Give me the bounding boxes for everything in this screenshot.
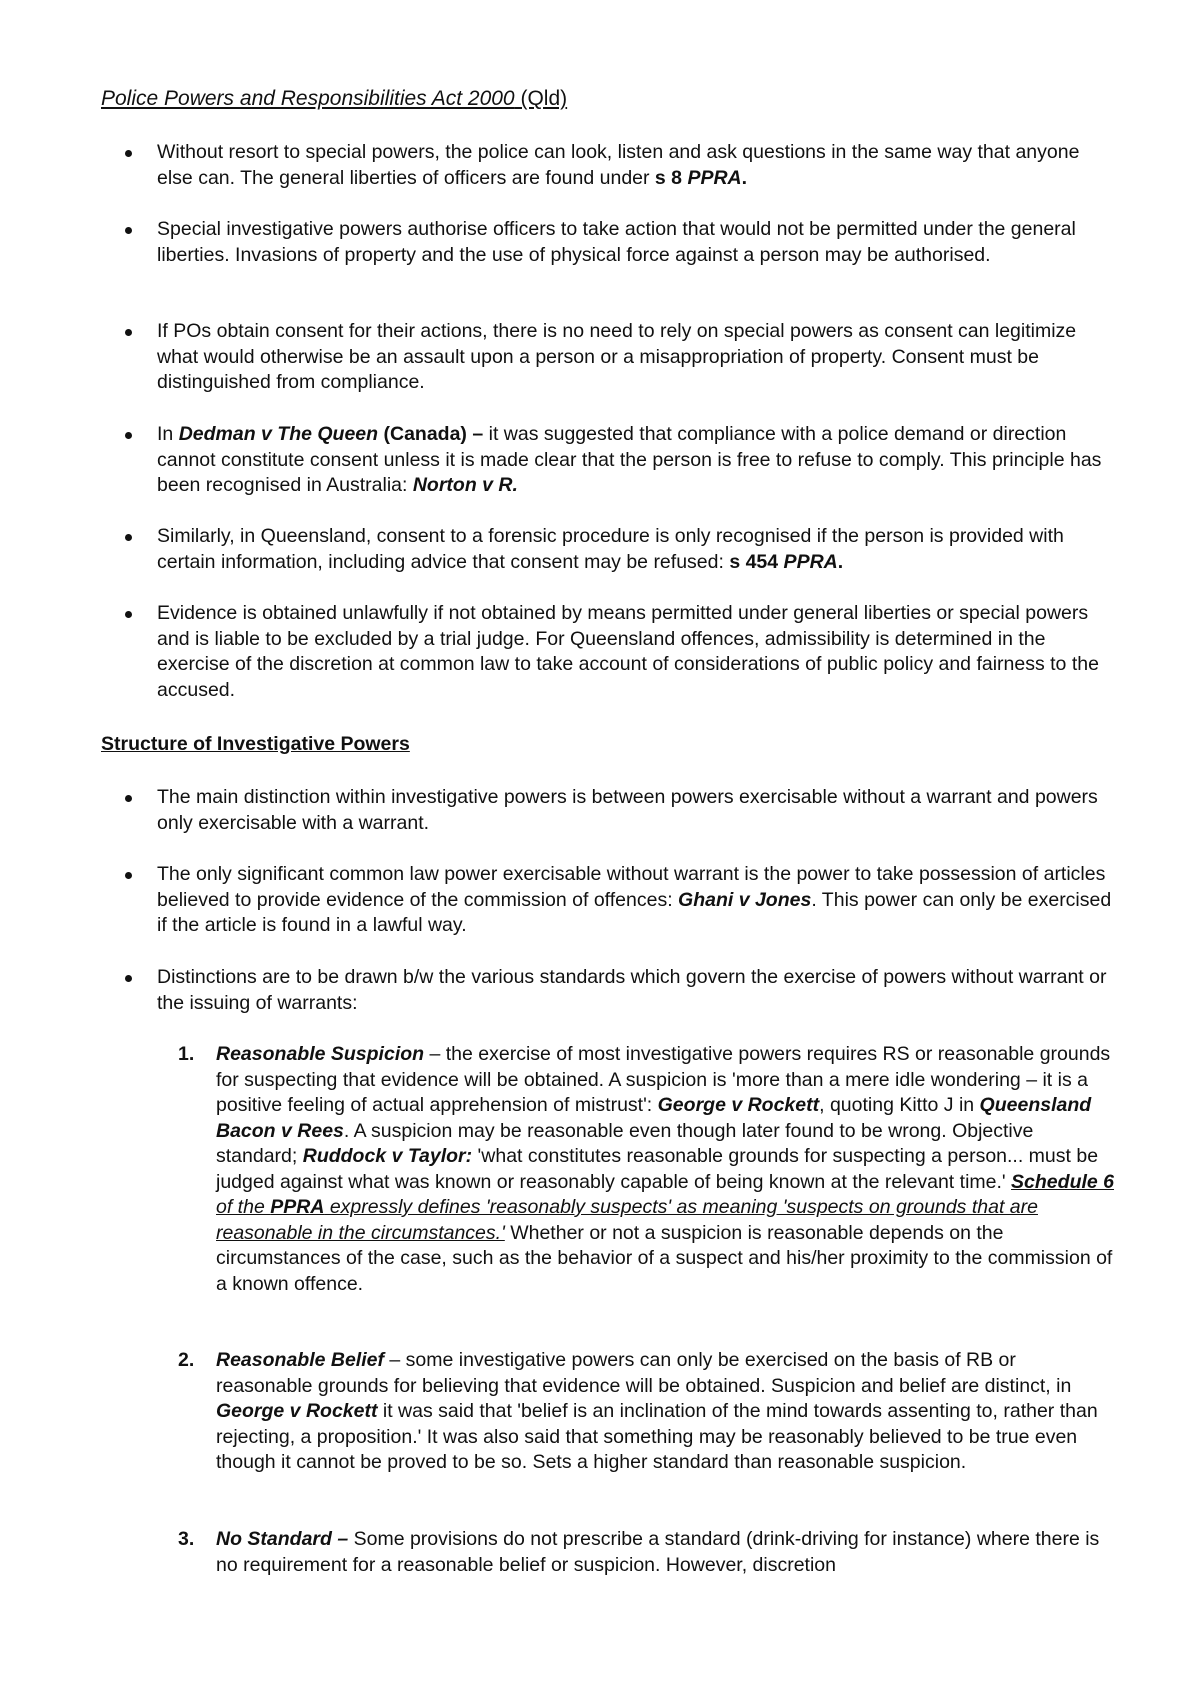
item-text: Some provisions do not prescribe a standard (drink-driving for instance) where there is no requirement for a reasonable belief or suspicion. However, discretion	[216, 1528, 1100, 1576]
standard-term: Reasonable Belief	[216, 1349, 384, 1371]
item-text: Whether or not a suspicion is reasonable depends on the circumstances of the case, such as the behavior of a suspect and his/her proximity to the commission of a known offence.	[216, 1221, 1113, 1295]
bullet-text: Without resort to special powers, the police can look, listen and ask questions in the same way that anyone else can. The general liberties of officers are found under	[157, 141, 1080, 189]
case-jurisdiction: (Canada) –	[378, 423, 489, 445]
bullet-text: Similarly, in Queensland, consent to a forensic procedure is only recognised if the person is provided with certain information, including advice that consent may be refused:	[157, 525, 1064, 573]
bullet-text-end: .	[837, 550, 844, 573]
bullet-text: Distinctions are to be drawn b/w the various standards which govern the exercise of powers without warrant or the issuing of warrants:	[157, 966, 1107, 1014]
bullet-item-standards	[157, 965, 1117, 1016]
bullet-marker	[125, 329, 132, 336]
bullet-item-forensic-consent	[157, 524, 1117, 575]
act-ref: PPRA	[270, 1196, 325, 1218]
standard-term: No Standard –	[216, 1528, 349, 1550]
case-name: Norton v R	[412, 474, 513, 496]
bullet-text: Evidence is obtained unlawfully if not obtained by means permitted under general liberties or special powers and is liable to be excluded by a trial judge. For Queensland offences, admissibility is determined in the exercise of the discretion at common law to take account of considerations of public policy and fairness to the accused.	[157, 602, 1099, 701]
numbered-item-reasonable-belief	[178, 1348, 1116, 1476]
bullet-marker	[125, 150, 132, 157]
bullet-text-end: .	[512, 474, 518, 496]
bullet-marker	[125, 795, 132, 802]
bullet-text: Special investigative powers authorise officers to take action that would not be permitted under the general liberties. Invasions of property and the use of physical force against a person may be authorised.	[157, 218, 1076, 266]
bullet-text: it was suggested that compliance with a police demand or direction cannot constitute consent unless it is made clear that the person is free to refuse to comply. This principle has been recognised in Australia:	[157, 423, 1102, 496]
case-name: Ruddock v Taylor:	[302, 1145, 473, 1167]
bullet-marker	[125, 227, 132, 234]
section-heading: Structure of Investigative Powers	[101, 733, 410, 755]
item-text: , quoting Kitto J in	[819, 1094, 980, 1116]
list-number: 1.	[178, 1043, 195, 1065]
schedule-definition: expressly defines 'reasonably suspects' as meaning 'suspects on grounds that are reasonable in the circumstances.'	[216, 1196, 1038, 1244]
bullet-item-consent	[157, 319, 1117, 396]
title-jurisdiction: (Qld)	[514, 87, 568, 110]
bullet-item-dedman	[157, 422, 1117, 499]
bullet-marker	[125, 975, 132, 982]
bullet-text: In	[157, 423, 179, 445]
case-name: Ghani v Jones	[678, 888, 812, 911]
bullet-item-unlawful-evidence	[157, 601, 1117, 703]
item-text: . A suspicion may be reasonable even though later found to be wrong. Objective standard;	[216, 1119, 1034, 1167]
standard-term: Reasonable Suspicion	[216, 1043, 425, 1065]
act-ref: PPRA	[682, 166, 742, 189]
bullet-marker	[125, 432, 132, 439]
document-title	[101, 86, 567, 112]
bullet-item-warrant-distinction	[157, 785, 1117, 836]
schedule-ref-text: of the	[216, 1196, 271, 1218]
item-text: – some investigative powers can only be exercised on the basis of RB or reasonable grounds for believing that evidence will be obtained. Suspicion and belief are distinct, in	[216, 1349, 1072, 1397]
bullet-text-end: .	[741, 166, 748, 189]
bullet-marker	[125, 611, 132, 618]
section-ref: s 454	[729, 550, 779, 573]
schedule-ref: Schedule 6	[1011, 1170, 1115, 1193]
item-text: 'what constitutes reasonable grounds for suspecting a person... must be judged against what was known or reasonably capable of being known at the relevant time.'	[216, 1145, 1099, 1193]
numbered-item-reasonable-suspicion	[178, 1042, 1116, 1297]
bullet-text: The main distinction within investigative powers is between powers exercisable without a warrant and powers only exercisable with a warrant.	[157, 786, 1098, 834]
numbered-item-no-standard	[178, 1527, 1116, 1578]
bullet-item-general-liberties	[157, 140, 1117, 191]
bullet-marker	[125, 534, 132, 541]
case-name: Dedman v The Queen	[178, 423, 379, 445]
case-name: Queensland Bacon v Rees	[216, 1094, 1092, 1142]
bullet-text: If POs obtain consent for their actions, there is no need to rely on special powers as consent can legitimize what would otherwise be an assault upon a person or a misappropriation of property. Consent must be distinguished from compliance.	[157, 320, 1077, 393]
list-number: 2.	[178, 1349, 195, 1371]
bullet-text-end: . This power can only be exercised if the article is found in a lawful way.	[157, 888, 1112, 936]
item-text: – the exercise of most investigative powers requires RS or reasonable grounds for suspecting that evidence will be obtained. A suspicion is 'more than a mere idle wondering – it is a positive feeling of actual apprehension of mistrust':	[216, 1043, 1111, 1116]
case-name: George v Rockett	[216, 1400, 378, 1422]
item-text: it was said that 'belief is an inclination of the mind towards assenting to, rather than rejecting, a proposition.' It was also said that something may be reasonably believed to be true even though it cannot be proved to be so. Sets a higher standard than reasonable suspicion.	[216, 1400, 1098, 1473]
bullet-text: The only significant common law power exercisable without warrant is the power to take possession of articles believed to provide evidence of the commission of offences:	[157, 863, 1106, 911]
act-ref: PPRA	[778, 550, 838, 573]
list-number: 3.	[178, 1528, 195, 1550]
bullet-marker	[125, 872, 132, 879]
title-act-name: Police Powers and Responsibilities Act 2000	[101, 87, 515, 110]
section-ref: s 8	[654, 166, 683, 189]
case-name: George v Rockett	[657, 1094, 820, 1116]
bullet-item-special-powers	[157, 217, 1117, 268]
bullet-item-common-law-power	[157, 862, 1117, 939]
